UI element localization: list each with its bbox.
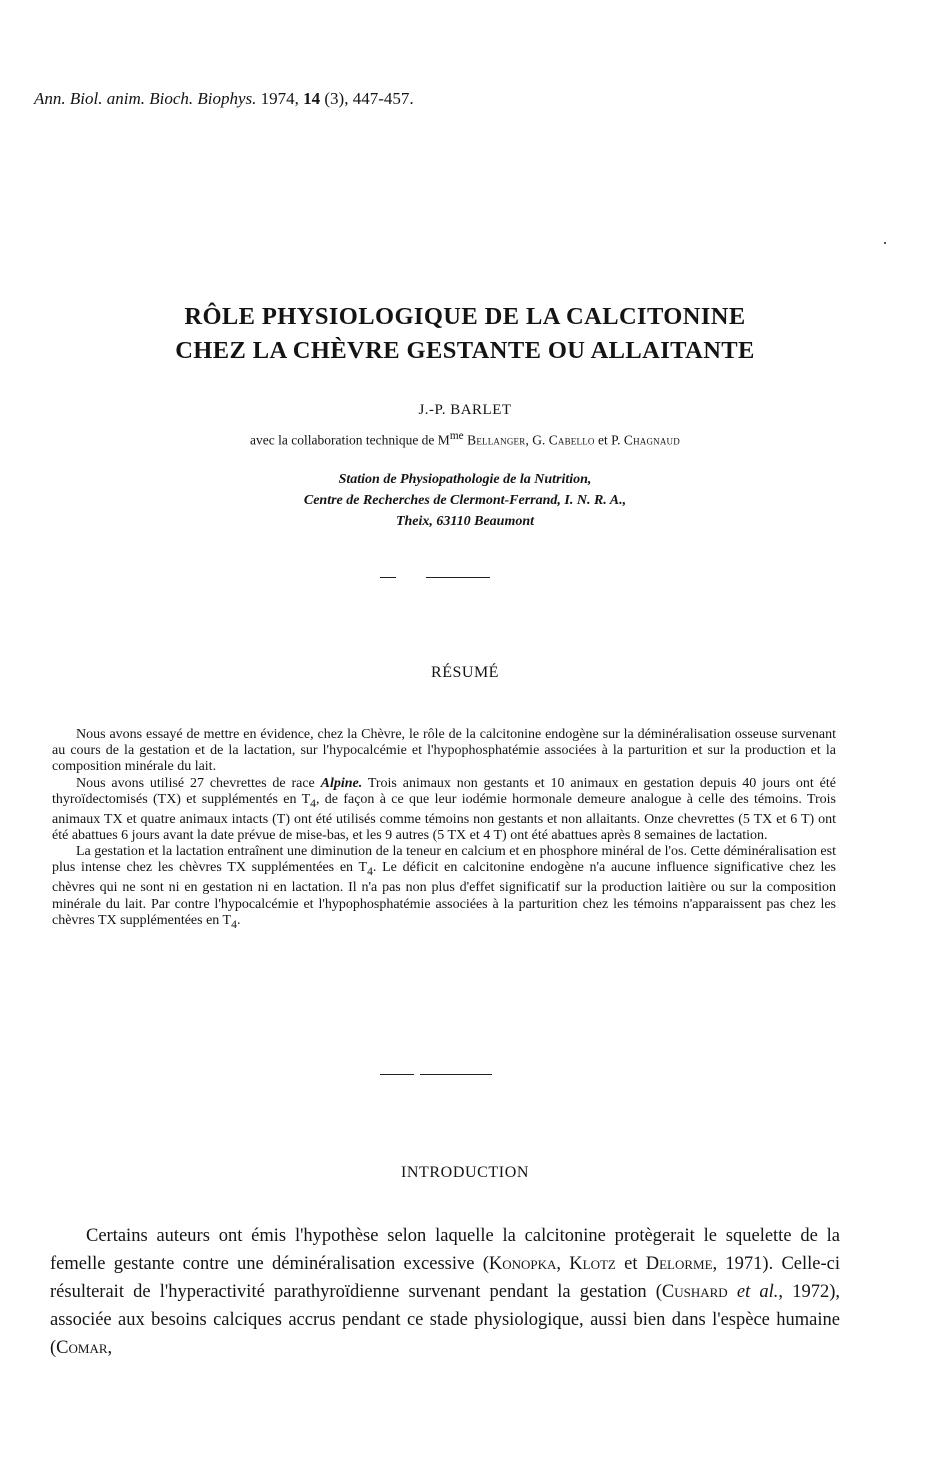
abstract-p3-text-b: . Le déficit en calcitonine endogène n'a aucune influence significative chez les chèvres qui ne sont ni en gestation ni en lactation. Il n'a pas non plus d'effet significatif sur la production laitière ou sur la composition minérale du lait. Par contre l'hypocalcémie et l'hypophosphatémie associées à la parturition chez les témoins n'apparaissent pas chez les chèvres TX supplémentées en T — [52, 860, 837, 928]
abstract-paragraph-2 — [52, 776, 836, 845]
abstract-paragraph-3 — [52, 844, 836, 933]
citation-author: Comar — [56, 1338, 108, 1358]
journal-year: 1974, — [260, 89, 299, 108]
journal-issue-pages: (3), 447-457. — [324, 89, 414, 108]
t4-subscript: 4 — [310, 796, 316, 810]
affiliation — [0, 469, 930, 532]
collab-name-2: Cabello — [548, 432, 595, 448]
separator-rule-short — [380, 577, 396, 578]
collab-name-3: Chagnaud — [623, 432, 680, 448]
affiliation-line-2: Centre de Recherches de Clermont-Ferrand, I. N. R. A., — [303, 493, 627, 508]
resume-heading: RÉSUMÉ — [431, 664, 499, 681]
intro-text-7: , — [107, 1338, 113, 1358]
affiliation-line-3: Theix, 63110 Beaumont — [395, 514, 535, 529]
abstract-p2-text-b: Trois animaux non gestants et 10 animaux en gestation depuis 40 jours ont été thyroïdectomisés (TX) et supplémentés en T — [52, 775, 836, 807]
separator-rule-short-2 — [380, 1074, 414, 1075]
intro-text-6: , 1972), associée aux besoins calciques accrus pendant ce stade physiologique, aussi bien dans l'espèce humaine ( — [50, 1282, 840, 1358]
abstract — [52, 727, 836, 933]
citation-author: Konopka — [488, 1254, 557, 1274]
collab-sep-2: et P. — [594, 432, 624, 448]
title-line-1: RÔLE PHYSIOLOGIQUE DE LA CALCITONINE — [184, 303, 746, 330]
technical-collaboration — [0, 430, 930, 449]
abstract-paragraph-1: Nous avons essayé de mettre en évidence, chez la Chèvre, le rôle de la calcitonine endogène sur la déminéralisation osseuse survenant au cours de la gestation et de la lactation, sur l'hypocalcémie et l'hypophosphatémie associées à la parturition et sur la production et la composition minérale du lait. — [52, 727, 836, 775]
citation-author: Delorme — [645, 1254, 713, 1274]
introduction-heading: INTRODUCTION — [400, 1164, 530, 1181]
separator-rule-long-2 — [420, 1074, 492, 1075]
title-line-2: CHEZ LA CHÈVRE GESTANTE OU ALLAITANTE — [175, 337, 755, 364]
intro-text-3: et — [615, 1254, 646, 1274]
intro-text-2: , — [556, 1254, 570, 1274]
introduction-body — [50, 1222, 840, 1362]
intro-text-4: , 1971). Celle-ci résulterait de l'hyperactivité parathyroïdienne survenant pendant la gestation ( — [50, 1254, 840, 1302]
t4-subscript: 4 — [367, 865, 373, 879]
citation-author: Klotz — [569, 1254, 616, 1274]
separator-rule-long — [426, 577, 490, 578]
paper-title — [0, 300, 930, 368]
scan-speck — [884, 242, 886, 244]
author-name: J.-P. BARLET — [418, 402, 512, 418]
abstract-p3-text-a: La gestation et la lactation entraînent une diminution de la teneur en calcium et en phosphore minéral de l'os. Cette déminéralisation est plus intense chez les chèvres TX supplémentées en T — [52, 844, 836, 876]
intro-paragraph-1 — [50, 1222, 840, 1362]
collab-name-1: Bellanger — [463, 432, 526, 448]
affiliation-line-1: Station de Physiopathologie de la Nutrition, — [338, 472, 592, 487]
intro-text-1: Certains auteurs ont émis l'hypothèse selon laquelle la calcitonine protègerait le squelette de la femelle gestante contre une déminéralisation excessive ( — [50, 1226, 840, 1274]
abstract-p2-text-c: , de façon à ce que leur iodémie hormonale demeure analogue à celle des témoins. Trois animaux TX et quatre animaux intacts (T) ont été utilisés comme témoins non gestants et non allaitants. Onze chevrettes (5 TX et 6 T) ont été abattues 6 jours avant la date prévue de mise-bas, et les 9 autres (5 TX et 4 T) ont été abattues après 8 semaines de lactation. — [52, 791, 836, 844]
t4-subscript: 4 — [231, 917, 237, 931]
collab-sep-1: , G. — [525, 432, 549, 448]
collab-prefix: avec la collaboration technique de M — [250, 432, 450, 448]
abstract-p3-text-c: . — [236, 912, 241, 928]
citation-author: Cushard — [661, 1282, 728, 1302]
collab-sup: me — [449, 430, 464, 442]
journal-volume: 14 — [303, 89, 321, 108]
breed-name: Alpine. — [320, 775, 363, 791]
journal-reference — [34, 89, 414, 109]
abstract-p2-text-a: Nous avons utilisé 27 chevrettes de race — [76, 775, 321, 791]
journal-name: Ann. Biol. anim. Bioch. Biophys. — [34, 89, 257, 108]
citation-et-al: et al. — [736, 1282, 779, 1302]
intro-text-5 — [728, 1282, 737, 1302]
